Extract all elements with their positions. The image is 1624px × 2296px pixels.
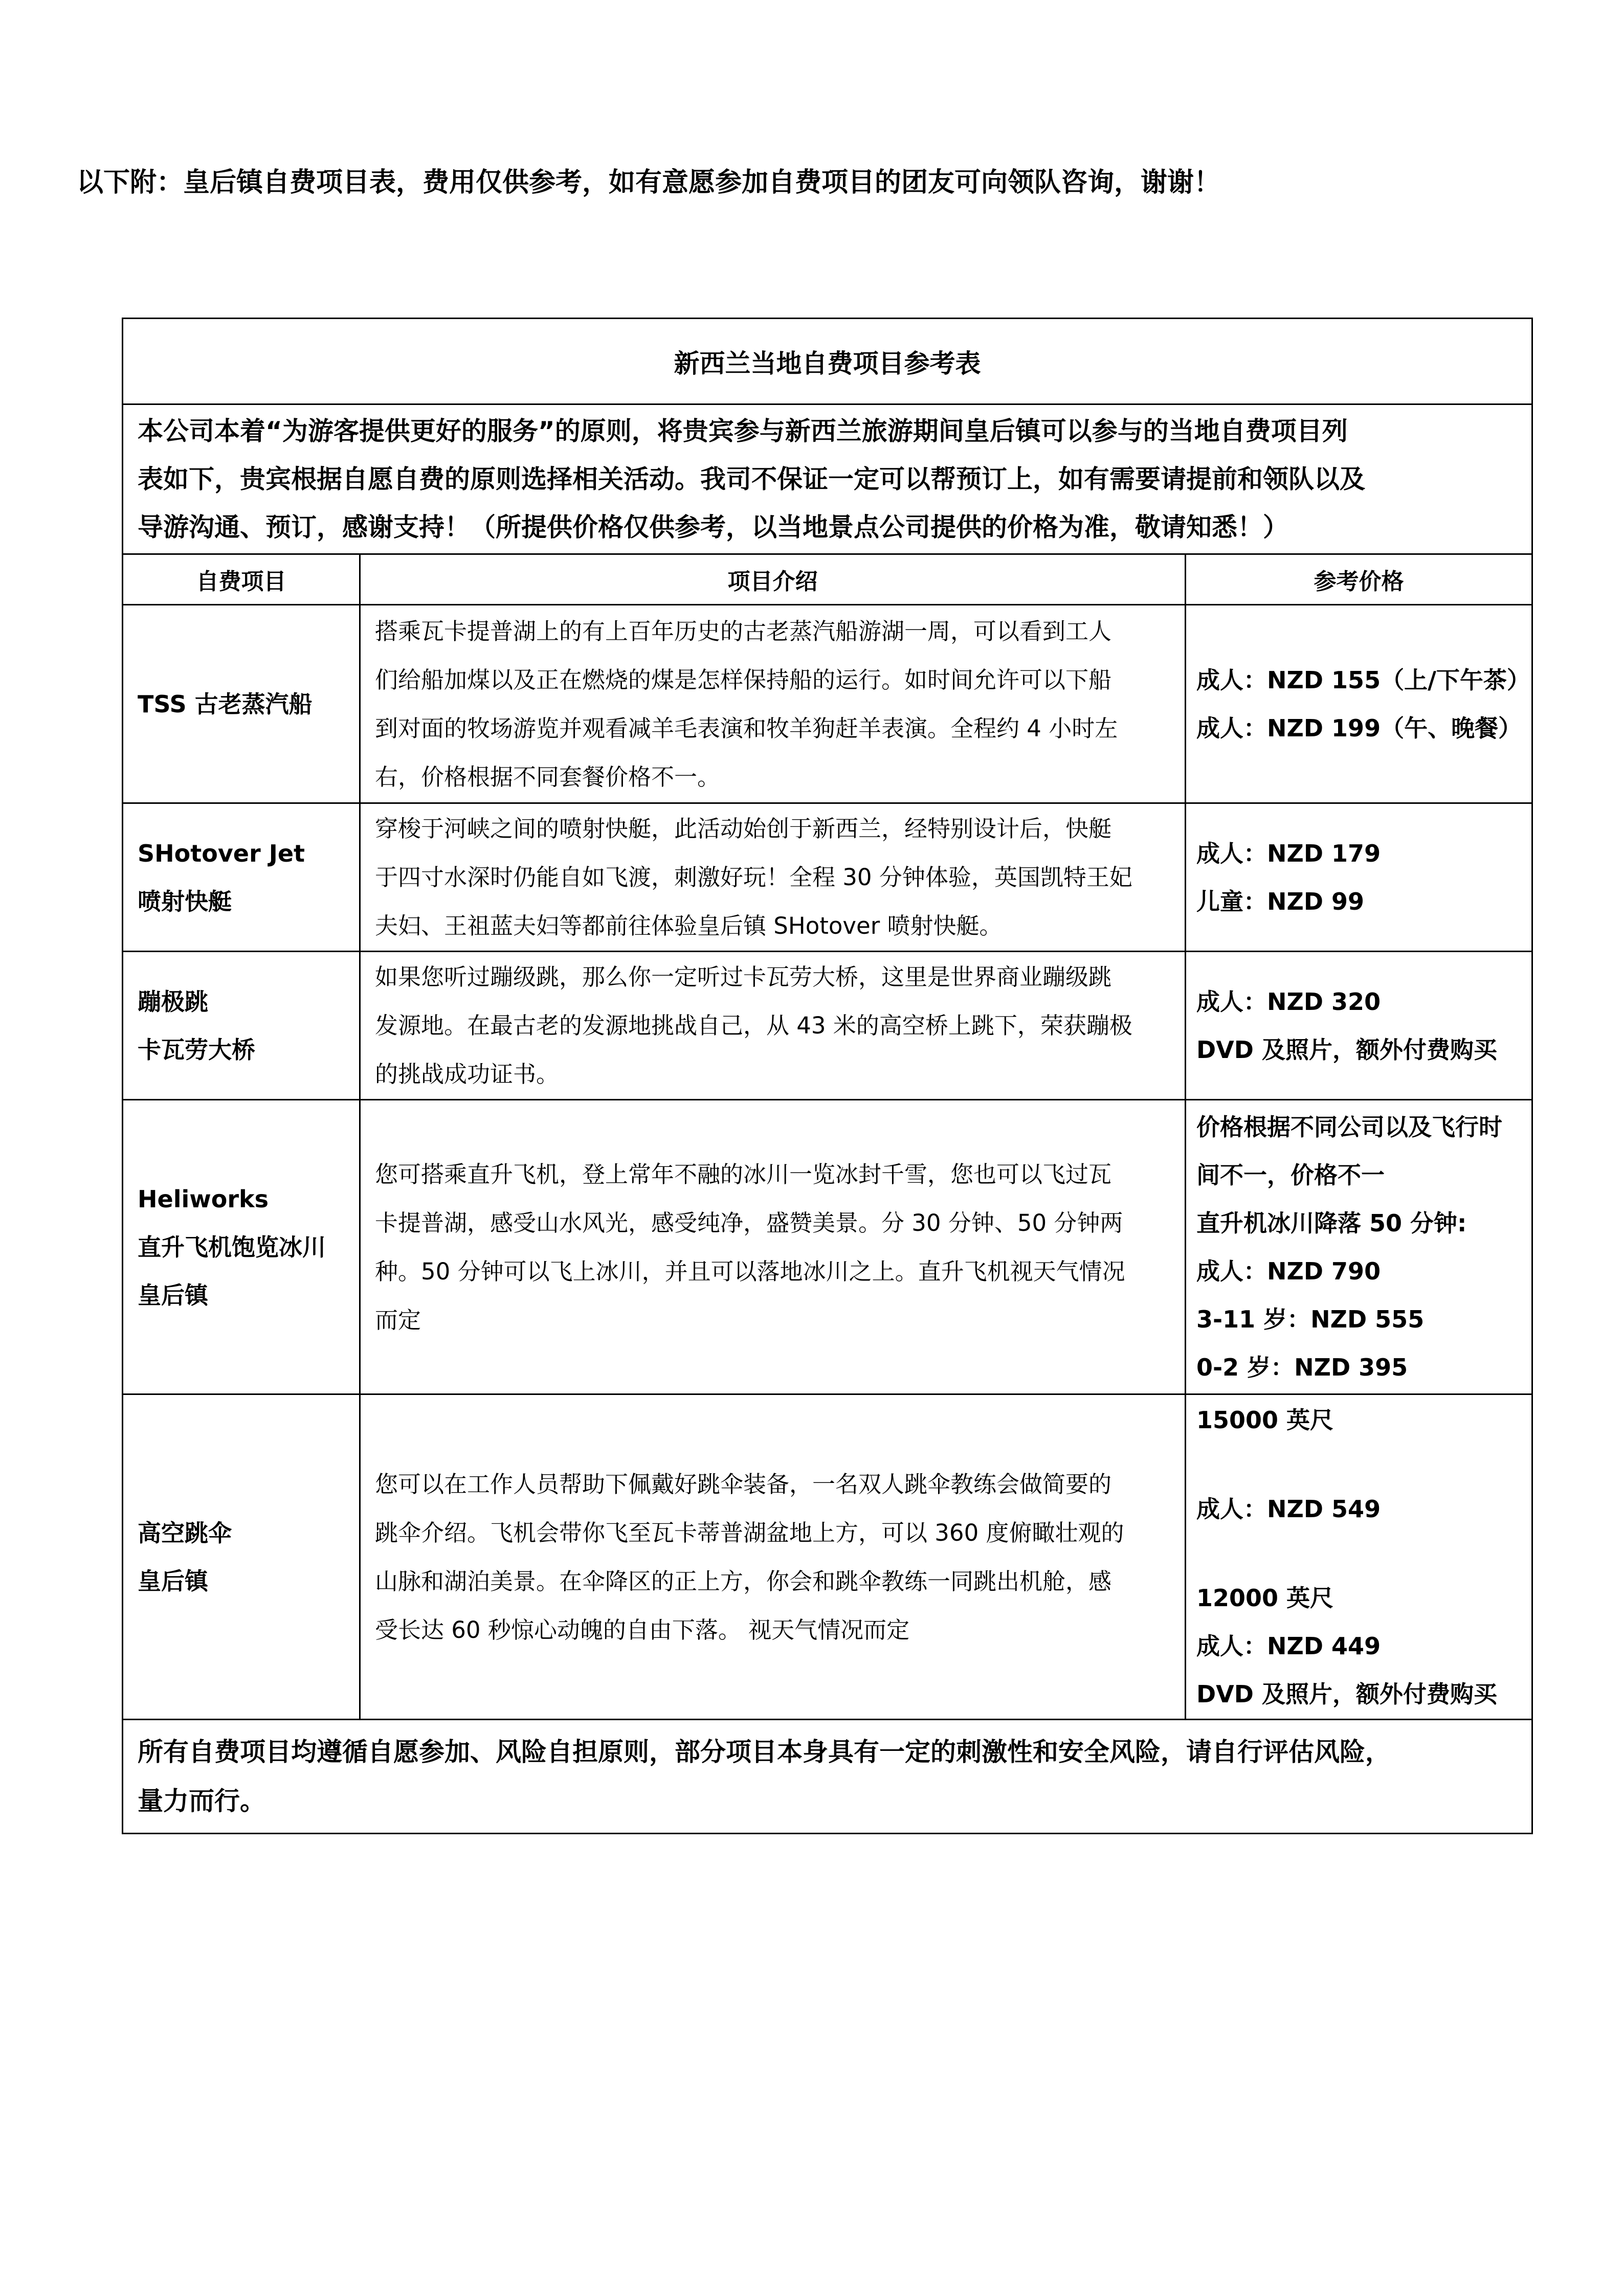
- price-line: 12000 英尺: [1196, 1584, 1334, 1612]
- desc-line: 穿梭于河峡之间的喷射快艇，此活动始创于新西兰，经特别设计后，快艇: [375, 815, 1112, 842]
- item-desc-cell: [360, 803, 1186, 952]
- desc-line: 如果您听过蹦级跳，那么你一定听过卡瓦劳大桥，这里是世界商业蹦级跳: [375, 963, 1112, 991]
- desc-line: 发源地。在最古老的发源地挑战自己，从 43 米的高空桥上跳下，荣获蹦极: [375, 1012, 1132, 1039]
- price-line: 成人：NZD 199（午、晚餐）: [1196, 714, 1522, 742]
- item-name-cell: [123, 605, 360, 803]
- item-desc-cell: [360, 1100, 1186, 1394]
- item-desc-cell: [360, 605, 1186, 803]
- price-line: 成人：NZD 155（上/下午茶）: [1196, 666, 1530, 694]
- desc-line: 右，价格根据不同套餐价格不一。: [375, 763, 721, 791]
- footer-line: 量力而行。: [138, 1786, 265, 1816]
- desc-line: 而定: [375, 1306, 421, 1334]
- price-line: 儿童：NZD 99: [1196, 887, 1365, 915]
- price-line: 0-2 岁：NZD 395: [1196, 1353, 1408, 1381]
- item-name-line: 卡瓦劳大桥: [138, 1036, 255, 1064]
- table-row: [123, 952, 1532, 1100]
- price-line: 间不一，价格不一: [1196, 1161, 1385, 1189]
- item-name-line: 皇后镇: [138, 1281, 208, 1309]
- item-name-line: SHotover Jet: [138, 839, 305, 867]
- preface-line: 本公司本着“为游客提供更好的服务”的原则，将贵宾参与新西兰旅游期间皇后镇可以参与的当地自费项目列: [138, 416, 1348, 446]
- table-row: [123, 605, 1532, 803]
- column-header-row: [123, 554, 1532, 605]
- item-name-line: 蹦极跳: [138, 987, 208, 1016]
- table-row: [123, 1100, 1532, 1394]
- table-row: [123, 803, 1532, 952]
- table-title-row: [123, 319, 1532, 404]
- price-line: 成人：NZD 549: [1196, 1495, 1381, 1523]
- item-name-cell: [123, 1394, 360, 1720]
- item-price-cell: [1186, 1100, 1532, 1394]
- item-name-line: 皇后镇: [138, 1567, 208, 1595]
- item-price-cell: [1186, 952, 1532, 1100]
- desc-line: 种。50 分钟可以飞上冰川，并且可以落地冰川之上。直升飞机视天气情况: [375, 1257, 1125, 1285]
- desc-line: 跳伞介绍。飞机会带你飞至瓦卡蒂普湖盆地上方，可以 360 度俯瞰壮观的: [375, 1519, 1124, 1546]
- table-preface: [123, 404, 1532, 554]
- table-footer: [123, 1720, 1532, 1834]
- item-name-cell: [123, 803, 360, 952]
- price-line: 成人：NZD 320: [1196, 987, 1381, 1016]
- item-name-line: 直升飞机饱览冰川: [138, 1233, 326, 1261]
- price-line: DVD 及照片，额外付费购买: [1196, 1036, 1497, 1064]
- desc-line: 到对面的牧场游览并观看减羊毛表演和牧羊狗赶羊表演。全程约 4 小时左: [375, 714, 1118, 742]
- price-spacer: [1196, 1444, 1521, 1485]
- price-line: 15000 英尺: [1196, 1406, 1334, 1434]
- intro-text: 以下附：皇后镇自费项目表，费用仅供参考，如有意愿参加自费项目的团友可向领队咨询，谢谢！: [77, 167, 1221, 198]
- price-spacer: [1196, 1533, 1521, 1574]
- desc-line: 您可搭乘直升飞机，登上常年不融的冰川一览冰封千雪，您也可以飞过瓦: [375, 1160, 1112, 1188]
- item-name-line: TSS 古老蒸汽船: [138, 690, 313, 718]
- price-line: DVD 及照片，额外付费购买: [1196, 1680, 1497, 1708]
- desc-line: 搭乘瓦卡提普湖上的有上百年历史的古老蒸汽船游湖一周，可以看到工人: [375, 617, 1112, 645]
- table-footer-row: [123, 1720, 1532, 1834]
- item-name-line: 喷射快艇: [138, 887, 232, 915]
- desc-line: 山脉和湖泊美景。在伞降区的正上方，你会和跳伞教练一同跳出机舱，感: [375, 1567, 1112, 1595]
- item-name-line: 高空跳伞: [138, 1519, 232, 1547]
- item-desc-cell: [360, 1394, 1186, 1720]
- desc-line: 们给船加煤以及正在燃烧的煤是怎样保持船的运行。如时间允许可以下船: [375, 666, 1112, 693]
- desc-line: 于四寸水深时仍能自如飞渡，刺激好玩！全程 30 分钟体验，英国凯特王妃: [375, 864, 1132, 891]
- item-price-cell: [1186, 605, 1532, 803]
- column-header-item: 自费项目: [123, 554, 360, 605]
- desc-line: 的挑战成功证书。: [375, 1061, 560, 1088]
- price-line: 价格根据不同公司以及飞行时: [1196, 1113, 1502, 1141]
- column-header-intro: 项目介绍: [360, 554, 1186, 605]
- table-preface-row: [123, 404, 1532, 554]
- price-line: 直升机冰川降落 50 分钟:: [1196, 1209, 1467, 1237]
- preface-line: 导游沟通、预订，感谢支持！（所提供价格仅供参考，以当地景点公司提供的价格为准，敬请知悉！）: [138, 512, 1288, 542]
- price-line: 3-11 岁：NZD 555: [1196, 1305, 1425, 1333]
- item-desc-cell: [360, 952, 1186, 1100]
- table-title: 新西兰当地自费项目参考表: [123, 319, 1532, 404]
- price-line: 成人：NZD 449: [1196, 1632, 1381, 1660]
- item-name-cell: [123, 952, 360, 1100]
- desc-line: 卡提普湖，感受山水风光，感受纯净，盛赞美景。分 30 分钟、50 分钟两: [375, 1209, 1123, 1236]
- table-row: [123, 1394, 1532, 1720]
- column-header-price: 参考价格: [1186, 554, 1532, 605]
- self-pay-reference-table: [122, 318, 1533, 1834]
- item-price-cell: [1186, 1394, 1532, 1720]
- desc-line: 您可以在工作人员帮助下佩戴好跳伞装备，一名双人跳伞教练会做简要的: [375, 1470, 1112, 1498]
- item-price-cell: [1186, 803, 1532, 952]
- price-line: 成人：NZD 790: [1196, 1257, 1381, 1285]
- item-name-line: Heliworks: [138, 1185, 269, 1213]
- item-name-cell: [123, 1100, 360, 1394]
- desc-line: 夫妇、王祖蓝夫妇等都前往体验皇后镇 SHotover 喷射快艇。: [375, 912, 1003, 939]
- footer-line: 所有自费项目均遵循自愿参加、风险自担原则，部分项目本身具有一定的刺激性和安全风险，请自行评估风险，: [138, 1737, 1391, 1767]
- price-line: 成人：NZD 179: [1196, 839, 1381, 867]
- preface-line: 表如下，贵宾根据自愿自费的原则选择相关活动。我司不保证一定可以帮预订上，如有需要请提前和领队以及: [138, 464, 1365, 494]
- desc-line: 受长达 60 秒惊心动魄的自由下落。 视天气情况而定: [375, 1616, 910, 1644]
